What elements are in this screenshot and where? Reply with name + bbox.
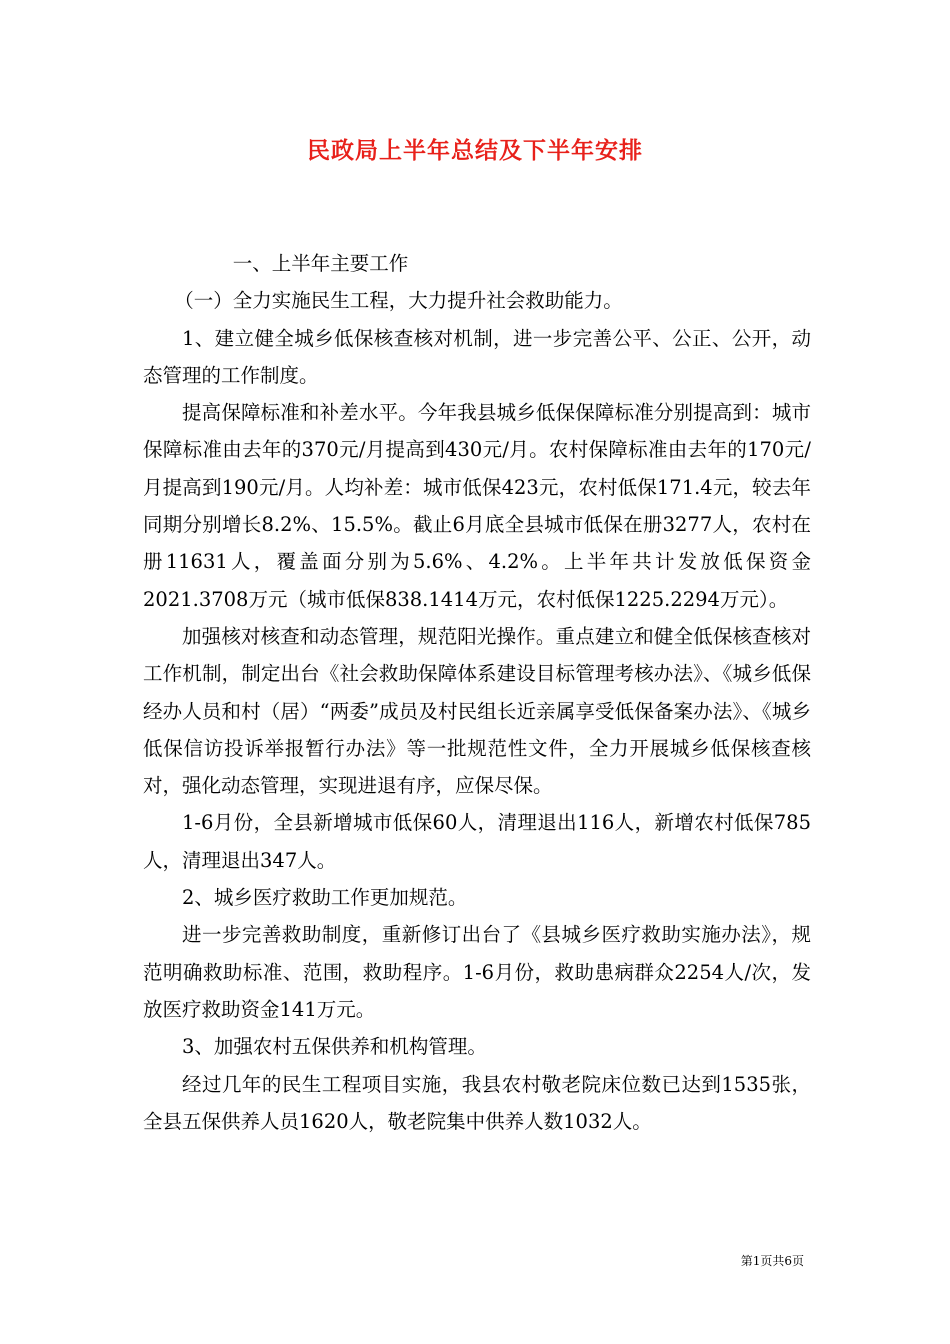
subsection-heading: （一）全力实施民生工程，大力提升社会救助能力。	[174, 289, 623, 313]
paragraph: 1、建立健全城乡低保核查核对机制，进一步完善公平、公正、公开，动态管理的工作制度。	[143, 326, 811, 387]
paragraph: 提高保障标准和补差水平。今年我县城乡低保保障标准分别提高到：城市保障标准由去年的370元/月提高到430元/月。农村保障标准由去年的170元/月提高到190元/月。人均补差：城市低保423元，农村低保171.4元，较去年同期分别增长8.2%、15.5%。截止6月底全县城市低保在册3277人，农村在册11631人，覆盖面分别为5.6%、4.2%。上半年共计发放低保资金2021.3708万元（城市低保838.1414万元，农村低保1225.2294万元）。	[143, 401, 811, 611]
paragraph: 经过几年的民生工程项目实施，我县农村敬老院床位数已达到1535张，全县五保供养人员1620人，敬老院集中供养人数1032人。	[143, 1072, 811, 1133]
document-body	[143, 245, 811, 1140]
document-title: 民政局上半年总结及下半年安排	[307, 137, 643, 164]
paragraph: 进一步完善救助制度，重新修订出台了《县城乡医疗救助实施办法》，规范明确救助标准、范围，救助程序。1-6月份，救助患病群众2254人/次，发放医疗救助资金141万元。	[143, 923, 811, 1021]
section-heading: 一、上半年主要工作	[232, 252, 409, 275]
paragraph: 2、城乡医疗救助工作更加规范。	[182, 886, 468, 910]
paragraph: 3、加强农村五保供养和机构管理。	[182, 1035, 487, 1059]
paragraph: 1-6月份，全县新增城市低保60人，清理退出116人，新增农村低保785人，清理退出347人。	[143, 811, 811, 872]
page-number: 第1页共6页	[740, 1254, 804, 1268]
paragraph: 加强核对核查和动态管理，规范阳光操作。重点建立和健全低保核查核对工作机制，制定出台《社会救助保障体系建设目标管理考核办法》、《城乡低保经办人员和村（居）“两委”成员及村民组长近亲属享受低保备案办法》、《城乡低保信访投诉举报暂行办法》等一批规范性文件，全力开展城乡低保核查核对，强化动态管理，实现进退有序，应保尽保。	[143, 624, 811, 798]
page-footer	[741, 1252, 804, 1269]
